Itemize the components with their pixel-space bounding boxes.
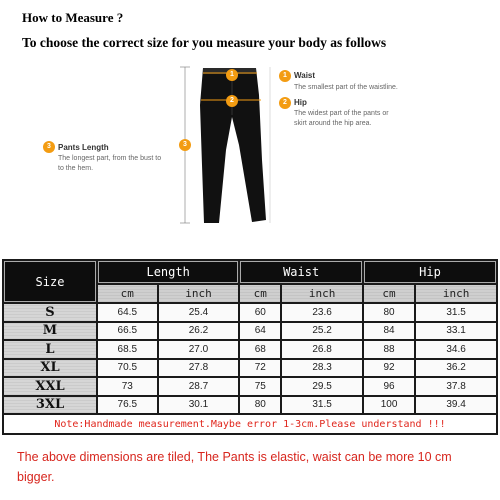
table-note: Note:Handmade measurement.Maybe error 1-3cm.Please understand !!! [4,415,496,433]
table-row [4,397,496,414]
waist-title: Waist [294,71,316,80]
table-cell: 29.5 [282,378,362,395]
length-desc-1: The longest part, from the bust to [58,155,162,162]
hip-desc-2: skirt around the hip area. [294,120,372,127]
table-cell: 23.6 [282,304,362,321]
hip-title: Hip [294,98,307,107]
hip-desc-1: The widest part of the pants or [294,110,389,117]
table-cell: 30.1 [159,397,239,414]
table-cell: 100 [364,397,414,414]
table-cell: 88 [364,341,414,358]
size-label: S [4,304,96,321]
footer-note: The above dimensions are tiled, The Pants is elastic, waist can be more 10 cm bigger. [17,450,452,484]
table-cell: 28.7 [159,378,239,395]
table-cell: 80 [364,304,414,321]
table-cell: 66.5 [98,323,157,340]
size-label: XXL [4,378,96,395]
table-cell: 37.8 [416,378,496,395]
size-label: XL [4,360,96,377]
measure-diagram [0,55,500,250]
length-header: Length [98,261,238,283]
unit-header: cm [364,285,414,302]
table-cell: 84 [364,323,414,340]
table-cell: 26.8 [282,341,362,358]
length-badge: 3 [43,141,55,153]
table-row [4,341,496,358]
table-cell: 31.5 [416,304,496,321]
unit-header: inch [282,285,362,302]
marker-3: 3 [179,139,191,151]
table-cell: 68.5 [98,341,157,358]
table-cell: 27.8 [159,360,239,377]
unit-header: inch [416,285,496,302]
table-cell: 70.5 [98,360,157,377]
table-cell: 27.0 [159,341,239,358]
pants-shape [200,68,266,223]
table-cell: 68 [240,341,280,358]
length-desc-2: to the hem. [58,165,94,172]
waist-badge: 1 [279,70,291,82]
pants-illustration [0,55,500,250]
table-cell: 72 [240,360,280,377]
unit-header: inch [159,285,239,302]
table-row [4,304,496,321]
size-label: L [4,341,96,358]
waist-desc: The smallest part of the waistline. [294,84,398,91]
table-cell: 92 [364,360,414,377]
table-cell: 96 [364,378,414,395]
table-cell: 64 [240,323,280,340]
unit-header: cm [98,285,157,302]
size-label: 3XL [4,397,96,414]
length-title: Pants Length [58,143,109,152]
table-cell: 34.6 [416,341,496,358]
marker-1: 1 [226,69,238,81]
marker-2: 2 [226,95,238,107]
table-row [4,360,496,377]
size-label: M [4,323,96,340]
table-cell: 75 [240,378,280,395]
size-table [2,259,498,435]
table-row [4,378,496,395]
table-row [4,323,496,340]
table-cell: 76.5 [98,397,157,414]
page-subheading: To choose the correct size for you measure your body as follows [22,35,387,50]
table-cell: 25.2 [282,323,362,340]
hip-header: Hip [364,261,496,283]
table-cell: 73 [98,378,157,395]
size-chart [2,259,498,435]
table-cell: 26.2 [159,323,239,340]
table-cell: 25.4 [159,304,239,321]
unit-header: cm [240,285,280,302]
table-cell: 60 [240,304,280,321]
table-cell: 31.5 [282,397,362,414]
table-cell: 39.4 [416,397,496,414]
page-heading: How to Measure ? [22,10,124,25]
hip-badge: 2 [279,97,291,109]
table-cell: 28.3 [282,360,362,377]
size-column-header: Size [4,261,96,302]
table-cell: 80 [240,397,280,414]
waist-header: Waist [240,261,362,283]
table-cell: 33.1 [416,323,496,340]
table-cell: 36.2 [416,360,496,377]
table-cell: 64.5 [98,304,157,321]
